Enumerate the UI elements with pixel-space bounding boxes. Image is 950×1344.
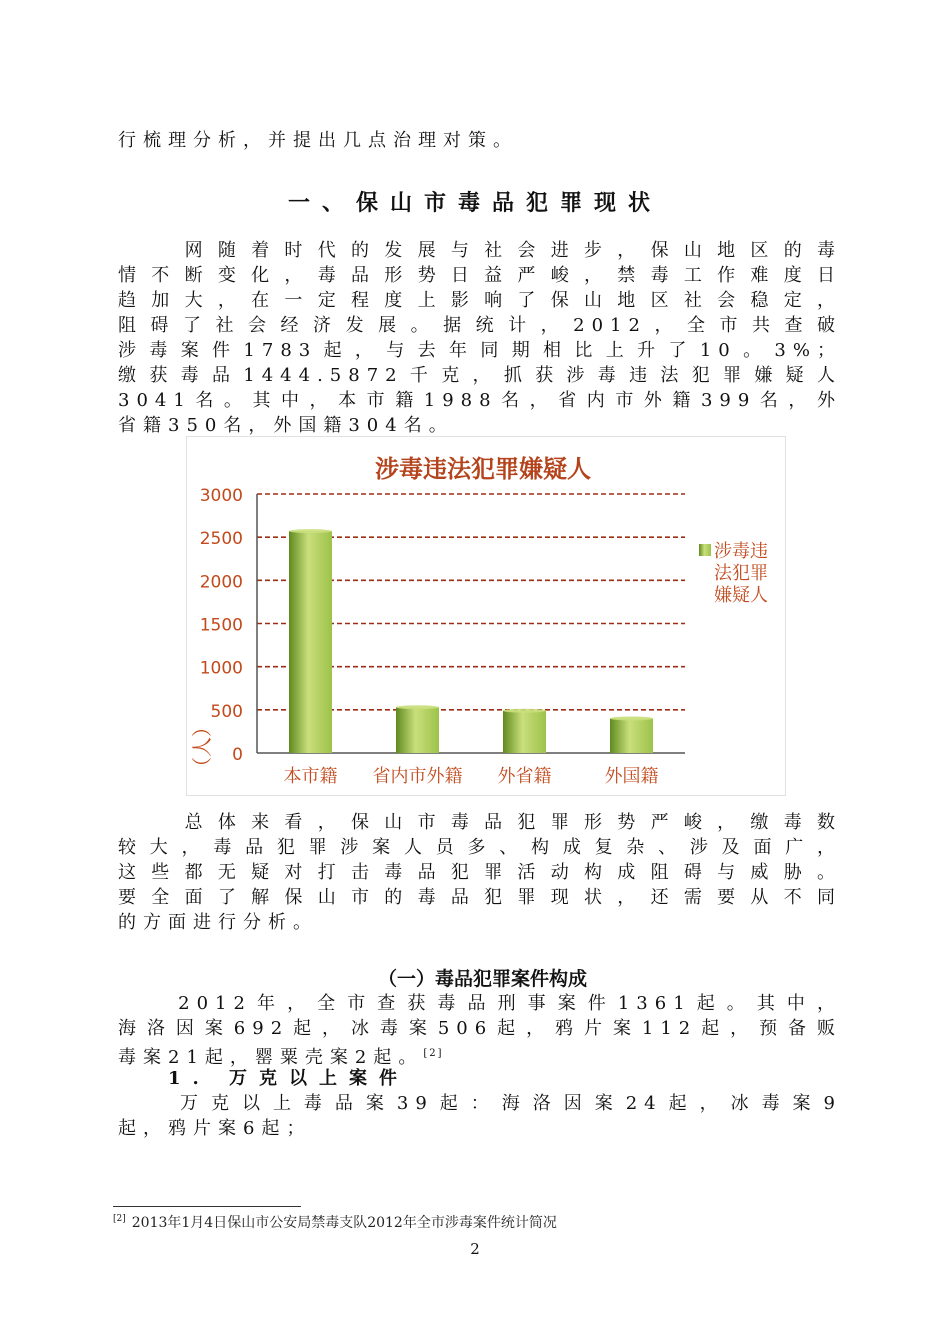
y-tick-label: 1000 bbox=[199, 658, 243, 679]
bar-top bbox=[503, 709, 546, 713]
legend-label: 涉毒违 bbox=[714, 541, 768, 562]
footnote-marker: [2] bbox=[113, 1214, 126, 1225]
legend-swatch bbox=[699, 544, 711, 556]
subsection-heading: （一）毒品犯罪案件构成 bbox=[377, 968, 587, 990]
bar-chart bbox=[186, 436, 786, 796]
para-line: 情不断变化，毒品形势日益严峻，禁毒工作难度日 bbox=[118, 265, 842, 286]
para-line: 总体来看，保山市毒品犯罪形势严峻，缴毒数 bbox=[118, 812, 842, 833]
bar-top bbox=[289, 529, 332, 533]
x-tick-label: 外省籍 bbox=[497, 766, 552, 787]
footnote-divider bbox=[113, 1206, 301, 1207]
y-tick-label: 500 bbox=[210, 701, 243, 722]
bar-top bbox=[396, 705, 439, 709]
section-heading: 一、保山市毒品犯罪现状 bbox=[287, 191, 662, 216]
para-line: 海洛因案692起，冰毒案506起，鸦片案112起，预备贩 bbox=[118, 1018, 842, 1039]
bar bbox=[610, 718, 653, 753]
bar-top bbox=[610, 716, 653, 720]
y-tick-label: 3000 bbox=[199, 486, 243, 506]
footnote-text: 2013年1月4日保山市公安局禁毒支队2012年全市涉毒案件统计简况 bbox=[131, 1215, 557, 1231]
para-line: 省籍350名，外国籍304名。 bbox=[118, 415, 454, 436]
y-tick-label: 2500 bbox=[199, 529, 243, 550]
para-line: 涉毒案件1783起，与去年同期相比上升了10。3%； bbox=[118, 340, 842, 361]
y-tick-label: 2000 bbox=[199, 572, 243, 593]
x-tick-label: 外国籍 bbox=[604, 766, 659, 787]
chart-svg bbox=[187, 437, 785, 795]
para-line: 较大，毒品犯罪涉案人员多、构成复杂、涉及面广， bbox=[118, 837, 842, 858]
para-line: 网随着时代的发展与社会进步，保山地区的毒 bbox=[118, 240, 842, 261]
para-line: 要全面了解保山市的毒品犯罪现状，还需要从不同 bbox=[118, 887, 842, 908]
bar bbox=[396, 707, 439, 753]
para-line: 缴获毒品1444.5872千克，抓获涉毒违法犯罪嫌疑人 bbox=[118, 365, 842, 386]
chart-title: 涉毒违法犯罪嫌疑人 bbox=[375, 455, 591, 483]
footnote-reference[interactable]: [2] bbox=[423, 1048, 444, 1059]
top-line: 行梳理分析，并提出几点治理对策。 bbox=[118, 130, 518, 151]
para-line: 起，鸦片案6起； bbox=[118, 1118, 312, 1139]
para-line: 这些都无疑对打击毒品犯罪活动构成阻碍与威胁。 bbox=[118, 862, 842, 883]
page-number: 2 bbox=[470, 1240, 480, 1258]
para-line: 3041名。其中，本市籍1988名，省内市外籍399名，外 bbox=[118, 390, 842, 411]
para-line: 万克以上毒品案39起：海洛因案24起，冰毒案9 bbox=[118, 1093, 842, 1114]
bar bbox=[289, 531, 332, 753]
legend-label: 法犯罪 bbox=[714, 563, 768, 584]
numbered-subheading: 1. 万克以上案件 bbox=[168, 1068, 410, 1089]
para-line-text: 毒案21起，罂粟壳案2起。 bbox=[118, 1047, 424, 1068]
y-axis-label: （人） bbox=[190, 717, 214, 777]
para-line: 阻碍了社会经济发展。据统计，2012，全市共查破 bbox=[118, 315, 842, 336]
x-tick-label: 本市籍 bbox=[283, 766, 338, 787]
y-tick-label: 1500 bbox=[199, 615, 243, 636]
x-tick-label: 省内市外籍 bbox=[372, 766, 463, 787]
legend-label: 嫌疑人 bbox=[714, 585, 768, 606]
bar bbox=[503, 711, 546, 753]
footnote bbox=[113, 1212, 557, 1232]
para-line: 的方面进行分析。 bbox=[118, 912, 318, 933]
para-line: 趋加大，在一定程度上影响了保山地区社会稳定， bbox=[118, 290, 842, 311]
para-line: 2012年，全市查获毒品刑事案件1361起。其中， bbox=[118, 993, 842, 1014]
y-tick-label: 0 bbox=[232, 745, 243, 765]
